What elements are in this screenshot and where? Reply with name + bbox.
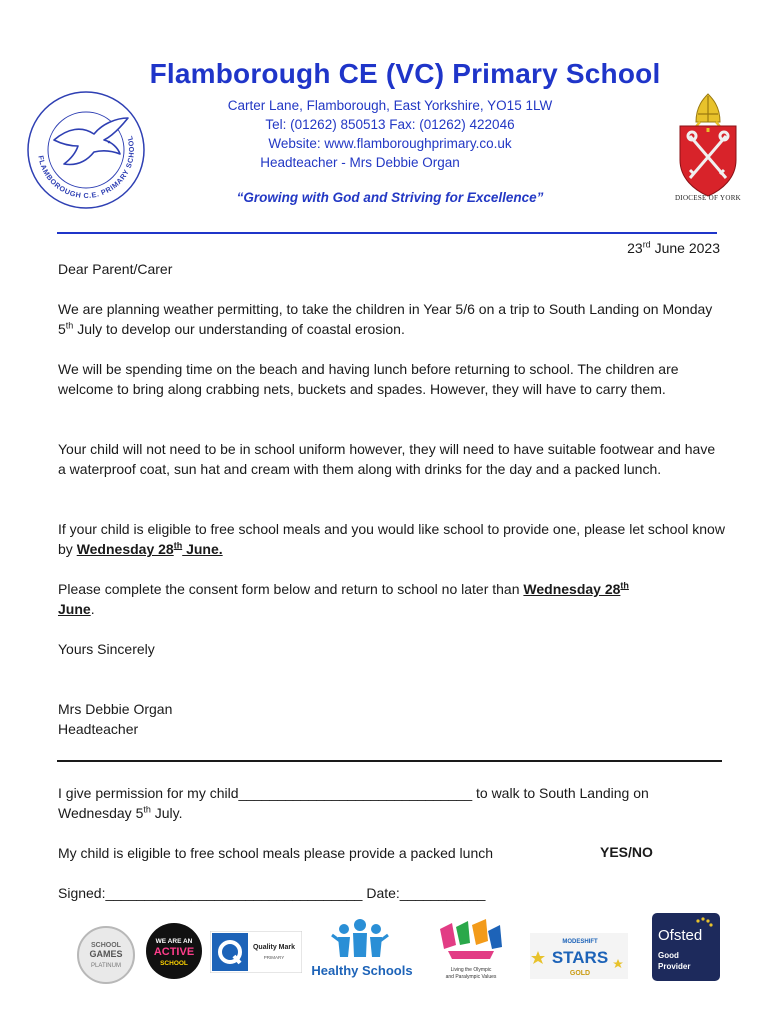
svg-text:Ofsted: Ofsted	[658, 927, 703, 944]
modeshift-stars-gold-logo	[530, 933, 628, 979]
active-school-logo	[144, 921, 204, 981]
signer-name: Mrs Debbie Organ	[58, 701, 173, 717]
child-name-field[interactable]: ______________________________	[238, 785, 473, 801]
svg-text:SCHOOL: SCHOOL	[91, 942, 121, 949]
svg-text:ACTIVE: ACTIVE	[153, 946, 195, 958]
yes-no-choice[interactable]: YES/NO	[600, 844, 653, 860]
svg-text:STARS: STARS	[551, 948, 609, 967]
school-name: Flamborough CE (VC) Primary School	[149, 58, 661, 89]
crest-caption: DIOCESE OF YORK	[674, 194, 742, 202]
svg-text:and Paralympic Values: and Paralympic Values	[445, 974, 497, 980]
svg-text:GOLD: GOLD	[569, 970, 591, 977]
logo-ring-text: FLAMBOROUGH C.E. PRIMARY SCHOOL	[36, 134, 137, 201]
salutation: Dear Parent/Carer	[58, 261, 173, 277]
quality-mark-logo	[210, 931, 302, 973]
healthy-schools-logo	[304, 917, 420, 983]
paragraph-consent: Please complete the consent form below and return to school no later than Wednesday 28th June.	[58, 580, 629, 617]
footer-logos	[60, 915, 740, 985]
svg-text:Provider: Provider	[658, 962, 691, 971]
closing: Yours Sincerely	[58, 641, 155, 657]
svg-text:WE ARE AN: WE ARE AN	[155, 938, 193, 945]
school-address: Carter Lane, Flamborough, East Yorkshire, YO15 1LW	[227, 98, 553, 113]
meals-line: My child is eligible to free school meals please provide a packed lunch	[58, 845, 494, 861]
school-contact: Tel: (01262) 850513 Fax: (01262) 422046	[265, 117, 515, 132]
svg-text:SCHOOL: SCHOOL	[160, 960, 188, 967]
ofsted-good-provider-logo	[652, 913, 720, 981]
svg-text:Good: Good	[658, 951, 679, 960]
svg-text:Living the Olympic: Living the Olympic	[450, 967, 492, 973]
form-divider	[57, 760, 722, 762]
letter-date: 23rd June 2023	[627, 239, 720, 256]
paragraph-uniform: Your child will not need to be in school uniform however, they will need to have suitable footwear and have a waterproof coat, sun hat and cream with them along with drinks for the day and a packed lunch.	[58, 441, 716, 477]
school-motto: “Growing with God and Striving for Excellence”	[236, 190, 544, 205]
svg-text:PRIMARY: PRIMARY	[263, 955, 285, 960]
svg-text:MODESHIFT: MODESHIFT	[562, 939, 598, 945]
signature-field[interactable]: _________________________________	[105, 885, 363, 901]
school-headteacher: Headteacher - Mrs Debbie Organ	[260, 155, 460, 170]
olympic-values-logo	[430, 915, 512, 985]
svg-text:Healthy Schools: Healthy Schools	[311, 963, 413, 978]
paragraph-free-meals: If your child is eligible to free school meals and you would like school to provide one, please let school know by Wednesday 28th June.	[58, 521, 725, 557]
school-website[interactable]: Website: www.flamboroughprimary.co.uk	[268, 136, 512, 151]
date-field[interactable]: ___________	[399, 885, 486, 901]
paragraph-trip: We are planning weather permitting, to take the children in Year 5/6 on a trip to South Landing on Monday 5th July to develop our understanding of coastal erosion.	[58, 301, 713, 337]
permission-line: I give permission for my child______________________________ to walk to South Landing on Wednesday 5th July.	[58, 785, 649, 821]
school-games-platinum-logo	[76, 925, 136, 985]
diocese-crest	[670, 92, 746, 202]
signer-title: Headteacher	[58, 721, 139, 737]
svg-text:Quality Mark: Quality Mark	[252, 944, 296, 951]
svg-text:PLATINUM: PLATINUM	[91, 963, 121, 969]
signature-line: Signed:_________________________________ Date:___________	[58, 885, 486, 901]
paragraph-beach: We will be spending time on the beach and having lunch before returning to school. The children are welcome to bring along crabbing nets, buckets and spades. However, they will have to carry them.	[58, 361, 679, 397]
header-divider	[57, 232, 717, 234]
svg-text:GAMES: GAMES	[89, 949, 123, 959]
children-icon	[332, 919, 388, 957]
